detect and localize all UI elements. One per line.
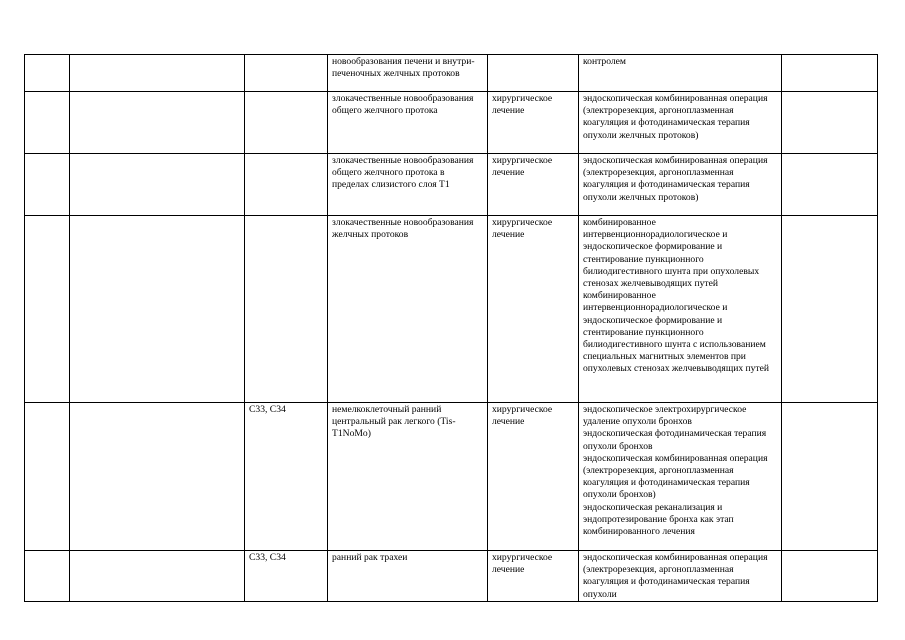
table-cell-col3 [245,92,328,154]
table-cell-col1 [25,216,70,403]
table-row [25,551,878,602]
table-cell-col4 [328,216,488,403]
table-cell-col7 [782,403,878,551]
table-cell-col1 [25,154,70,216]
table-cell-col6 [579,216,782,403]
cell-paragraph: эндоскопическая фотодинамическая терапия опухоли бронхов [583,428,767,452]
table-cell-col2 [70,55,245,92]
cell-text: новообразования печени и внутри- печеночных желчных протоков [332,56,475,80]
table-cell-col5 [488,551,579,602]
table-cell-col4 [328,154,488,216]
cell-text: C33, C34 [249,404,286,415]
table-cell-col4 [328,55,488,92]
table-cell-col2 [70,403,245,551]
table-cell-col5 [488,154,579,216]
cell-text: хирургическое лечение [492,552,553,576]
table-row [25,154,878,216]
table-cell-col6 [579,154,782,216]
table-cell-col6 [579,92,782,154]
cell-paragraph: эндоскопическая комбинированная операция (электрорезекция, аргоноплазменная коагуляция и фотодинамическая терапия опухоли бронхов) [583,452,768,501]
table-body [25,55,878,602]
table-cell-col7 [782,154,878,216]
table-cell-col2 [70,216,245,403]
cell-text: злокачественные новообразования желчных протоков [332,217,474,241]
cell-text: хирургическое лечение [492,217,553,241]
cell-text: хирургическое лечение [492,155,553,179]
table-cell-col7 [782,216,878,403]
table-row [25,55,878,92]
cell-paragraph: эндоскопическая комбинированная операция (электрорезекция, аргоноплазменная коагуляция и фотодинамическая терапия опухоли желчных протоков) [583,155,768,203]
table-cell-col3 [245,154,328,216]
table-cell-col7 [782,551,878,602]
table-cell-col7 [782,55,878,92]
cell-paragraph: комбинированное интервенционнорадиологическое и эндоскопическое формирование и стентирование пункционного билиодигестивного шунта при опухолевых стенозах желчевыводящих путей [583,217,760,290]
table-cell-col5 [488,216,579,403]
table-cell-col6 [579,551,782,602]
table-row [25,403,878,551]
table-cell-col4 [328,551,488,602]
table-cell-col2 [70,551,245,602]
cell-paragraph: эндоскопическая комбинированная операция (электрорезекция, аргоноплазменная коагуляция и фотодинамическая терапия опухоли желчных протоков) [583,93,768,141]
cell-text: немелкоклеточный ранний центральный рак легкого (Tis-T1NоMо) [332,404,456,440]
table-cell-col2 [70,92,245,154]
table-cell-col2 [70,154,245,216]
cell-text: хирургическое лечение [492,93,553,117]
table-cell-col6 [579,403,782,551]
procedures-table [24,54,878,602]
cell-text: хирургическое лечение [492,404,553,428]
table-row [25,216,878,403]
table-cell-col5 [488,92,579,154]
table-cell-col1 [25,551,70,602]
cell-paragraph: контролем [583,56,626,67]
table-cell-col6 [579,55,782,92]
cell-text: ранний рак трахеи [332,552,408,563]
table-cell-col1 [25,55,70,92]
table-cell-col5 [488,403,579,551]
table-cell-col4 [328,403,488,551]
table-cell-col3 [245,403,328,551]
table-cell-col3 [245,216,328,403]
table-cell-col4 [328,92,488,154]
cell-paragraph: эндоскопическая комбинированная операция (электрорезекция, аргоноплазменная коагуляция и фотодинамическая терапия опухоли [583,552,768,600]
table-cell-col5 [488,55,579,92]
cell-text: злокачественные новообразования общего желчного протока [332,93,474,117]
table-cell-col1 [25,403,70,551]
table-cell-col3 [245,551,328,602]
table-row [25,92,878,154]
cell-paragraph: эндоскопическое электрохирургическое удаление опухоли бронхов [583,404,747,428]
cell-text: C33, C34 [249,552,286,563]
cell-paragraph: эндоскопическая реканализация и эндопротезирование бронха как этап комбинированного лечения [583,501,734,538]
table-cell-col7 [782,92,878,154]
cell-text: злокачественные новообразования общего желчного протока в пределах слизистого слоя T1 [332,155,474,191]
table-cell-col3 [245,55,328,92]
cell-paragraph: комбинированное интервенционнорадиологическое и эндоскопическое формирование и стентирование пункционного билиодигестивного шунта с использованием специальных магнитных элементов при опухолевых стенозах желчевыводящих путей [583,290,770,375]
table-cell-col1 [25,92,70,154]
